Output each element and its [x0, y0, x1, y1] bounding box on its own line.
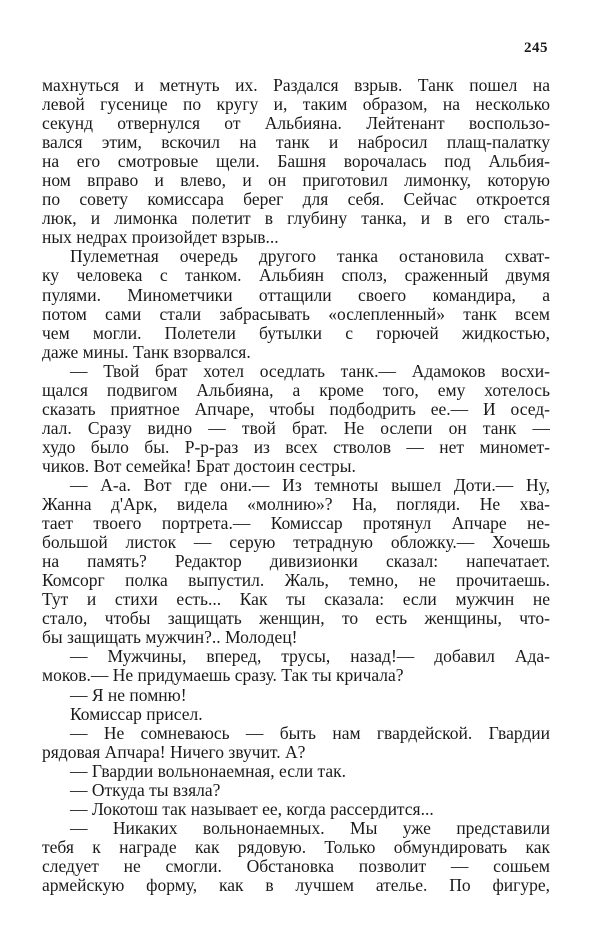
- text-line: Пулеметная очередь другого танка остановила схват-: [70, 247, 550, 267]
- text-line: стало, чтобы защищать женщин, то есть женщины, что-: [42, 609, 550, 629]
- text-line: Комиссар присел.: [70, 704, 203, 724]
- body-text: [42, 76, 550, 895]
- page-number: 245: [524, 40, 548, 56]
- text-line: — А-а. Вот где они.— Из темноты вышел Доти.— Ну,: [70, 475, 550, 495]
- text-line: армейскую форму, как в лучшем ателье. По фигуре,: [42, 875, 550, 895]
- text-line: рядовая Апчара! Ничего звучит. А?: [42, 742, 306, 762]
- text-line: левой гусенице по кругу и, таким образом, на несколько: [42, 95, 550, 115]
- text-line: — Никаких вольнонаемных. Мы уже представили: [70, 818, 550, 838]
- text-line: худо было бы. Р-р-раз из всех стволов — нет миномет-: [42, 437, 550, 457]
- text-line: моков.— Не придумаешь сразу. Так ты кричала?: [42, 666, 404, 686]
- text-line: щался подвигом Альбияна, а кроме того, ему хотелось: [42, 380, 550, 400]
- text-line: тебя к награде как рядовую. Только обмундировать как: [42, 837, 550, 857]
- text-line: махнуться и метнуть их. Раздался взрыв. Танк пошел на: [42, 76, 550, 95]
- text-line: Жанна д'Арк, видела «молнию»? На, погляди. Не хва-: [42, 495, 550, 515]
- text-line: — Откуда ты взяла?: [70, 780, 221, 800]
- text-line: большой листок — серую тетрадную обложку.— Хочешь: [42, 533, 550, 553]
- text-line: люк, и лимонка полетит в глубину танка, и в его сталь-: [42, 209, 550, 229]
- text-line: — Гвардии вольнонаемная, если так.: [70, 761, 347, 781]
- text-line: секунд отвернулся от Альбияна. Лейтенант воспользо-: [42, 114, 550, 134]
- text-line: — Мужчины, вперед, трусы, назад!— добавил Ада-: [70, 647, 550, 667]
- text-line: на его смотровые щели. Башня ворочалась под Альбия-: [42, 152, 550, 172]
- text-line: по совету комиссара берег для себя. Сейчас откроется: [42, 190, 550, 210]
- text-line: даже мины. Танк взорвался.: [42, 342, 251, 362]
- text-line: на память? Редактор дивизионки сказал: напечатает.: [42, 552, 550, 572]
- text-line: вался этим, вскочил на танк и набросил плащ-палатку: [42, 133, 550, 153]
- text-line: следует не смогли. Обстановка позволит — сошьем: [42, 856, 550, 876]
- text-line: ку человека с танком. Альбиян сполз, сраженный двумя: [42, 266, 550, 286]
- text-line: — Локотош так называет ее, когда рассердится...: [70, 799, 434, 819]
- text-line: — Твой брат хотел оседлать танк.— Адамоков восхи-: [70, 361, 550, 381]
- text-line: чиков. Вот семейка! Брат достоин сестры.: [42, 456, 356, 476]
- text-line: бы защищать мужчин?.. Молодец!: [42, 628, 298, 648]
- text-line: пулями. Минометчики оттащили своего командира, а: [42, 285, 550, 305]
- text-line: потом сами стали забрасывать «ослепленный» танк всем: [42, 304, 550, 324]
- text-line: ном вправо и влево, и он приготовил лимонку, которую: [42, 171, 550, 191]
- text-line: чем могли. Полетели бутылки с горючей жидкостью,: [42, 323, 550, 343]
- text-line: — Я не помню!: [70, 685, 187, 705]
- text-line: — Не сомневаюсь — быть нам гвардейской. Гвардии: [70, 723, 550, 743]
- text-line: ных недрах произойдет взрыв...: [42, 228, 279, 248]
- text-line: Комсорг полка выпустил. Жаль, темно, не прочитаешь.: [42, 571, 550, 591]
- text-line: лал. Сразу видно — твой брат. Не ослепи он танк —: [42, 418, 550, 438]
- text-line: сказать приятное Апчаре, чтобы подбодрить ее.— И осед-: [42, 399, 550, 419]
- text-line: Тут и стихи есть... Как ты сказала: если мужчин не: [42, 590, 550, 610]
- text-line: тает твоего портрета.— Комиссар протянул Апчаре не-: [42, 514, 550, 534]
